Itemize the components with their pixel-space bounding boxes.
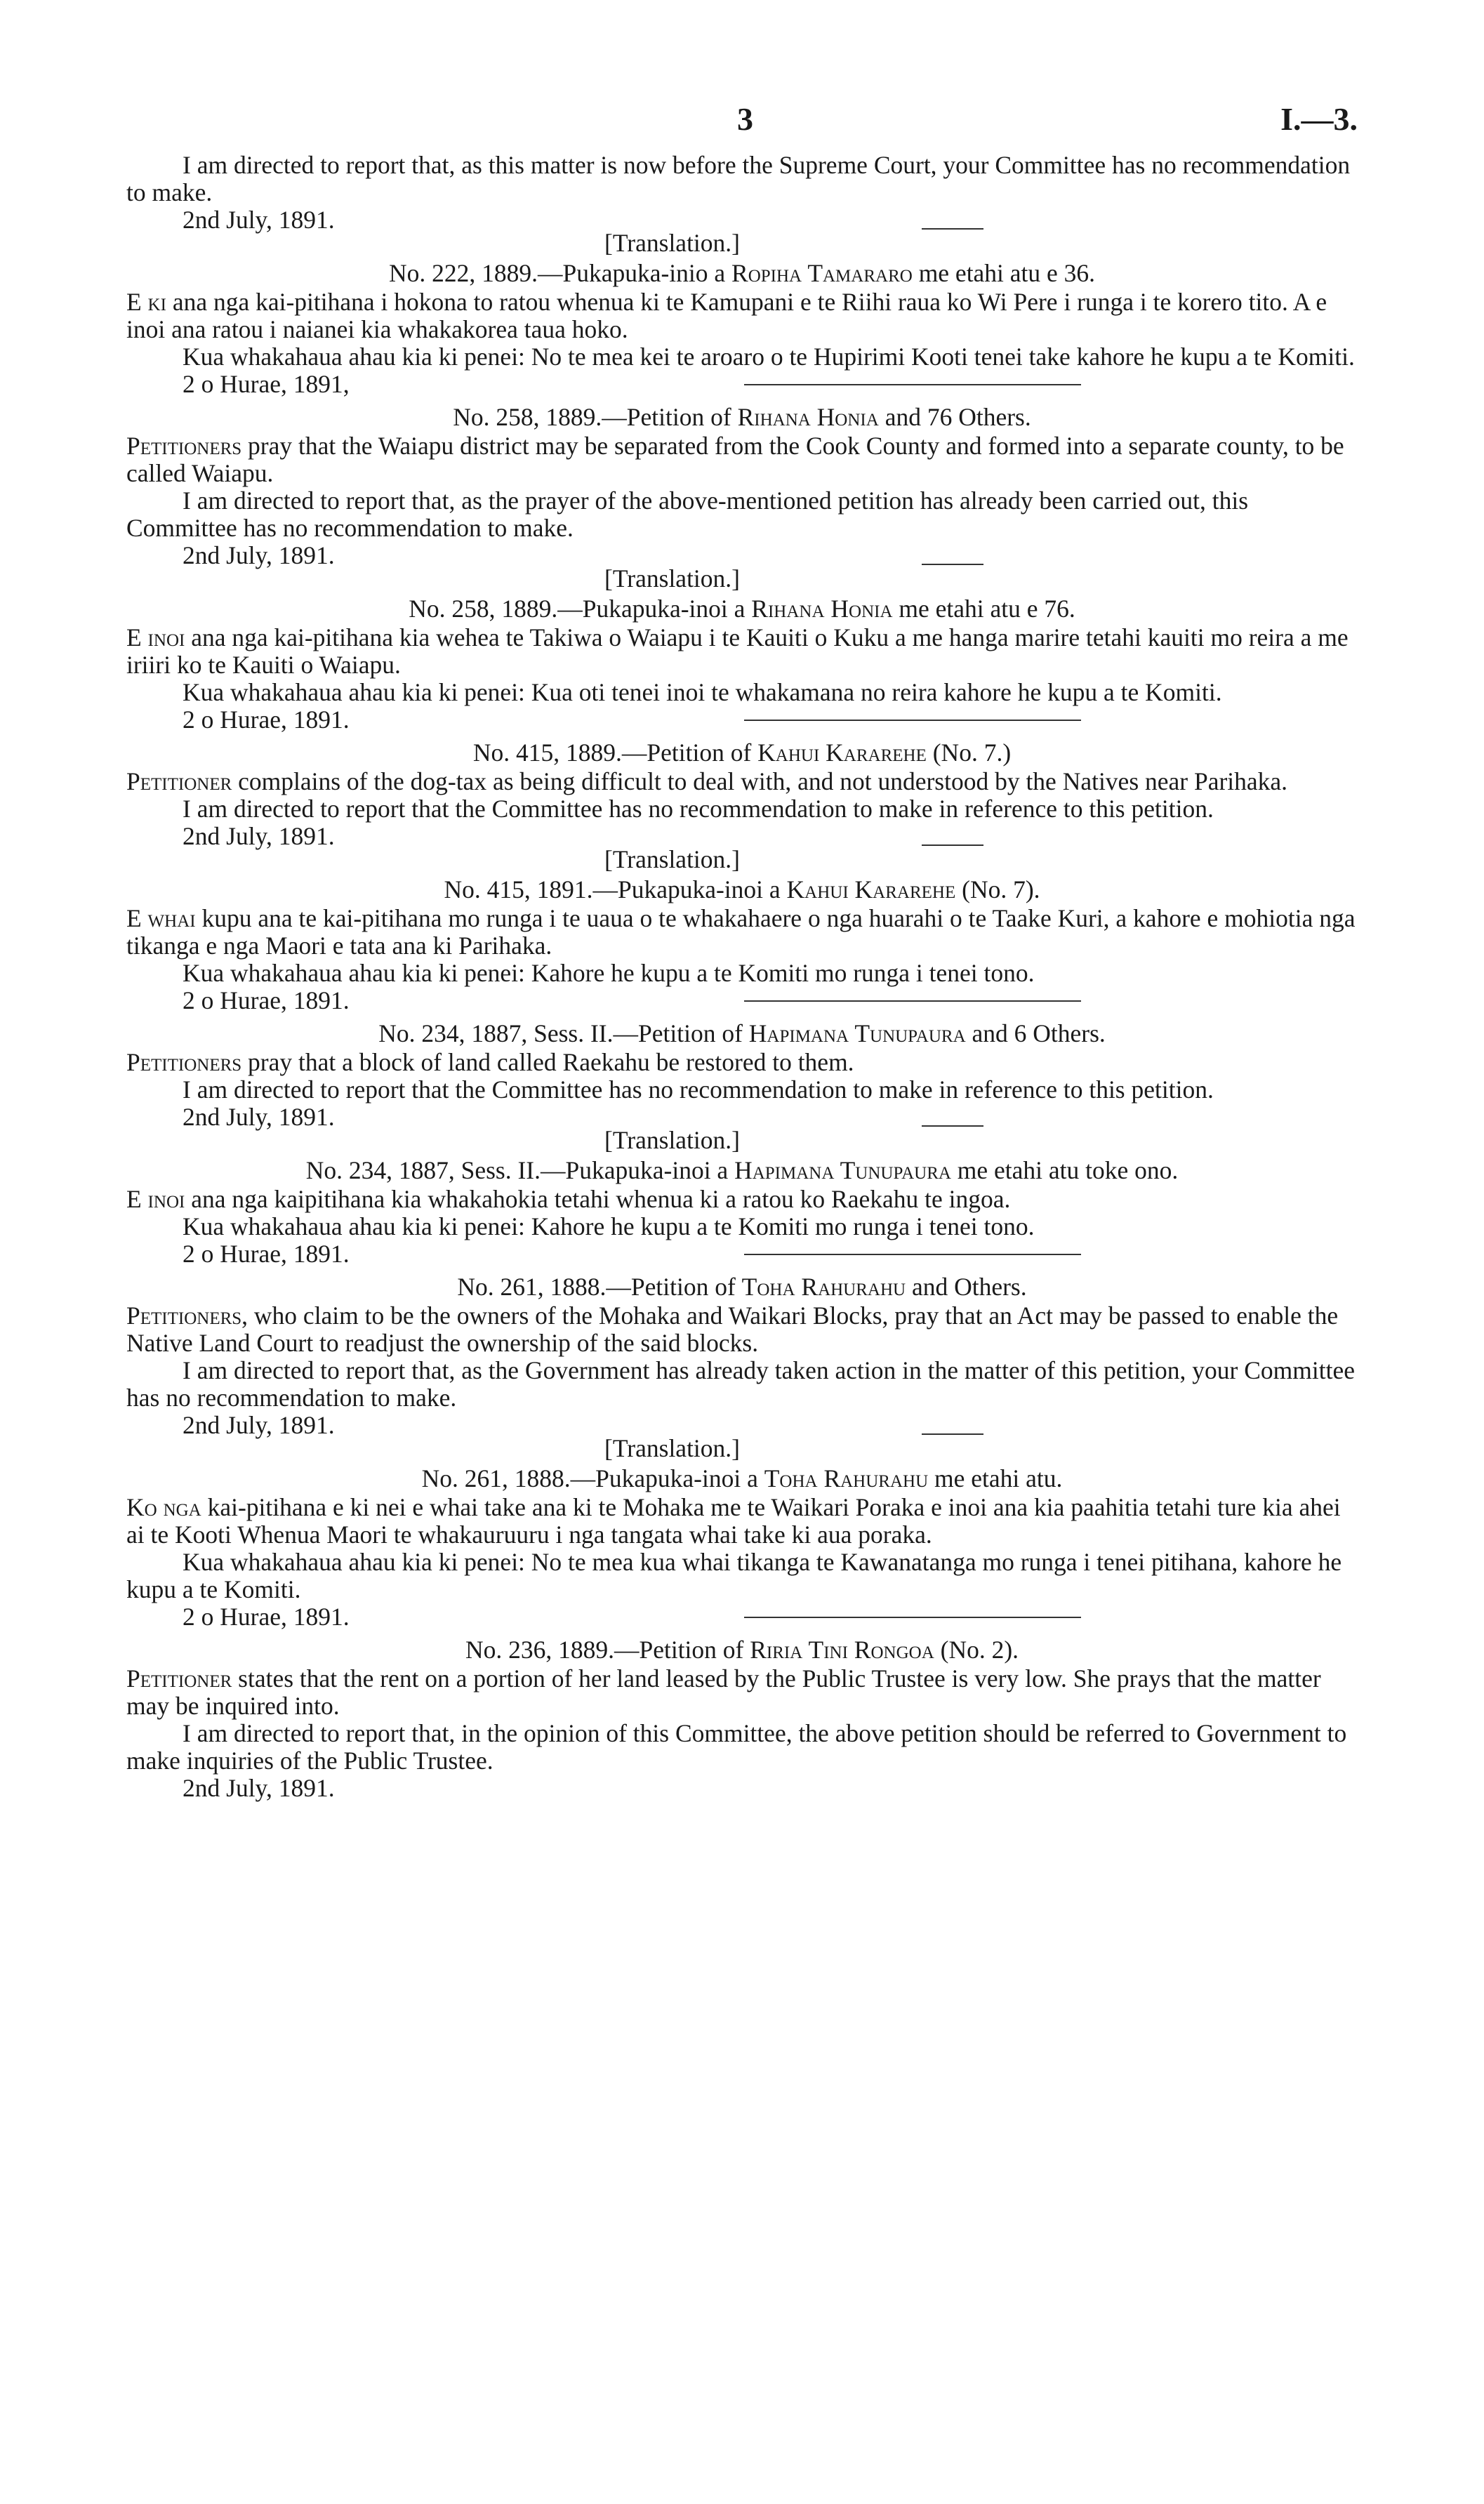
body-first-word: Petitioners <box>126 432 242 460</box>
translation-label: [Translation.] <box>604 564 740 592</box>
petition-heading <box>126 1273 1358 1301</box>
petition-section <box>126 1433 1358 1631</box>
petition-heading <box>126 1465 1358 1492</box>
report-paragraph: I am directed to report that, as the Government has already taken action in the matter of this petition, your Committee has no recommendation to make. <box>126 1356 1355 1412</box>
petitioner-name: Rihana Honia <box>737 403 879 431</box>
body-first-word: E ki <box>126 288 166 316</box>
report-paragraph: I am directed to report that the Committee has no recommendation to make in reference to this petition. <box>183 795 1214 823</box>
heading-number: No. 234, 1887, Sess. II.—Petition of <box>378 1019 749 1047</box>
body-first-word: E whai <box>126 904 196 932</box>
short-rule <box>922 844 983 846</box>
body-text: kupu ana te kai-pitihana mo runga i te uaua o te whakahaere o nga huarahi o te Taake Kuri, a kahore e mohiotia nga tikanga e nga Maori e tata ana ki Parihaka. <box>126 904 1356 960</box>
section-date: 2 o Hurae, 1891. <box>183 986 350 1014</box>
report-paragraph: Kua whakahaua ahau kia ki penei: Kahore he kupu a te Komiti mo runga i tenei tono. <box>183 1212 1035 1240</box>
heading-number: No. 258, 1889.—Petition of <box>453 403 738 431</box>
section-divider <box>744 384 1081 385</box>
body-text: , who claim to be the owners of the Mohaka and Waikari Blocks, pray that an Act may be passed to enable the Native Land Court to readjust the ownership of the said blocks. <box>126 1301 1339 1357</box>
section-divider <box>744 1000 1081 1002</box>
body-first-word: Petitioner <box>126 1664 232 1692</box>
petitioner-name: Hapimana Tunupaura <box>748 1019 966 1047</box>
heading-suffix: and Others. <box>906 1273 1027 1301</box>
heading-suffix: (No. 7). <box>955 875 1040 903</box>
petition-heading <box>126 876 1358 903</box>
petition-section <box>126 228 1358 398</box>
body-first-word: E inoi <box>126 623 185 651</box>
petition-body <box>126 432 1358 487</box>
petition-sections <box>126 228 1358 1802</box>
section-date: 2 o Hurae, 1891, <box>183 370 350 398</box>
petition-section <box>126 1125 1358 1268</box>
body-text: ana nga kai-pitihana i hokona to ratou whenua ki te Kamupani e te Riihi raua ko Wi Pere i runga i te korero tito. A e inoi ana ratou i naianei kia whakakorea taua hoko. <box>126 288 1327 343</box>
section-date: 2 o Hurae, 1891. <box>183 1603 350 1631</box>
body-first-word: Petitioners <box>126 1048 242 1076</box>
translation-label: [Translation.] <box>604 1434 740 1462</box>
petitioner-name: Ropiha Tamararo <box>731 259 913 287</box>
petitioner-name: Toha Rahurahu <box>741 1273 906 1301</box>
report-paragraph: Kua whakahaua ahau kia ki penei: Kua oti tenei inoi te whakamana no reira kahore he kupu a te Komiti. <box>183 678 1222 706</box>
page-number: 3 <box>737 101 753 137</box>
body-text: ana nga kaipitihana kia whakahokia tetahi whenua ki a ratou ko Raekahu te ingoa. <box>185 1185 1011 1213</box>
petition-heading <box>126 1020 1358 1047</box>
report-paragraph: I am directed to report that the Committee has no recommendation to make in reference to this petition. <box>183 1075 1214 1104</box>
section-date: 2nd July, 1891. <box>183 822 335 850</box>
petition-body <box>126 905 1358 960</box>
translation-label: [Translation.] <box>604 1126 740 1154</box>
heading-suffix: me etahi atu e 76. <box>892 595 1075 623</box>
petitioner-name: Rihana Honia <box>751 595 893 623</box>
petition-section <box>126 404 1358 569</box>
petition-heading <box>126 739 1358 767</box>
petition-heading <box>126 1636 1358 1664</box>
section-date: 2nd July, 1891. <box>183 1411 335 1439</box>
petition-body <box>126 1302 1358 1357</box>
heading-suffix: (No. 7.) <box>926 738 1012 767</box>
section-date: 2 o Hurae, 1891. <box>183 706 350 734</box>
heading-number: No. 258, 1889.—Pukapuka-inoi a <box>409 595 752 623</box>
heading-suffix: and 6 Others. <box>965 1019 1106 1047</box>
petition-heading <box>126 595 1358 623</box>
document-reference: I.—3. <box>1280 101 1358 137</box>
body-first-word: Ko nga <box>126 1493 201 1521</box>
intro-paragraph: I am directed to report that, as this matter is now before the Supreme Court, your Committee has no recommendation to make. <box>126 151 1351 206</box>
body-text: complains of the dog-tax as being difficult to deal with, and not understood by the Natives near Parihaka. <box>232 767 1288 795</box>
petitioner-name: Hapimana Tunupaura <box>734 1156 951 1184</box>
body-text: pray that a block of land called Raekahu be restored to them. <box>241 1048 854 1076</box>
petition-heading <box>126 404 1358 431</box>
heading-suffix: and 76 Others. <box>878 403 1031 431</box>
body-text: states that the rent on a portion of her land leased by the Public Trustee is very low. She prays that the matter may be inquired into. <box>126 1664 1321 1720</box>
report-paragraph: Kua whakahaua ahau kia ki penei: No te mea kua whai tikanga te Kawanatanga mo runga i tenei pitihana, kahore he kupu a te Komiti. <box>126 1548 1342 1603</box>
petition-body <box>126 624 1358 679</box>
section-date: 2nd July, 1891. <box>183 1774 335 1802</box>
section-divider <box>744 1617 1081 1618</box>
heading-suffix: me etahi atu toke ono. <box>950 1156 1179 1184</box>
intro-date: 2nd July, 1891. <box>183 206 335 234</box>
heading-suffix: me etahi atu. <box>928 1464 1063 1492</box>
report-paragraph: I am directed to report that, as the prayer of the above-mentioned petition has already been carried out, this Committee has no recommendation to make. <box>126 486 1249 542</box>
page-header <box>126 101 1358 152</box>
petition-body <box>126 1665 1358 1720</box>
section-date: 2 o Hurae, 1891. <box>183 1240 350 1268</box>
petition-section <box>126 844 1358 1014</box>
body-text: ana nga kai-pitihana kia wehea te Takiwa o Waiapu i te Kauiti o Kuku a me hanga marire tetahi kauiti mo reira a me iriiri ko te Kauiti o Waiapu. <box>126 623 1349 679</box>
short-rule <box>922 228 983 230</box>
translation-label: [Translation.] <box>604 845 740 873</box>
petition-body <box>126 1186 1358 1213</box>
intro-section <box>126 152 1358 234</box>
section-divider <box>744 1254 1081 1255</box>
heading-number: No. 234, 1887, Sess. II.—Pukapuka-inoi a <box>305 1156 735 1184</box>
petition-body <box>126 289 1358 343</box>
heading-number: No. 261, 1888.—Pukapuka-inoi a <box>421 1464 764 1492</box>
petition-section <box>126 1273 1358 1439</box>
petition-section <box>126 1020 1358 1131</box>
report-paragraph: Kua whakahaua ahau kia ki penei: No te mea kei te aroaro o te Hupirimi Kooti tenei take kahore he kupu a te Komiti. <box>183 343 1355 371</box>
section-divider <box>744 720 1081 721</box>
body-text: pray that the Waiapu district may be separated from the Cook County and formed into a separate county, to be called Waiapu. <box>126 432 1344 487</box>
body-first-word: Petitioners <box>126 1301 242 1330</box>
section-date: 2nd July, 1891. <box>183 1103 335 1131</box>
body-text: kai-pitihana e ki nei e whai take ana ki te Mohaka me te Waikari Poraka e inoi ana kia paahitia tetahi ture kia ahei ai te Kooti Whenua Maori te whakauruuru i nga tangata whai take ki aua poraka. <box>126 1493 1341 1549</box>
short-rule <box>922 564 983 565</box>
petition-body <box>126 768 1358 795</box>
body-first-word: Petitioner <box>126 767 232 795</box>
section-date: 2nd July, 1891. <box>183 541 335 569</box>
petitioner-name: Riria Tini Rongoa <box>750 1636 934 1664</box>
petition-body <box>126 1049 1358 1076</box>
petitioner-name: Kahui Kararehe <box>786 875 956 903</box>
translation-label: [Translation.] <box>604 229 740 257</box>
petition-section <box>126 739 1358 850</box>
short-rule <box>922 1433 983 1435</box>
heading-number: No. 222, 1889.—Pukapuka-inio a <box>388 259 732 287</box>
heading-number: No. 415, 1889.—Petition of <box>472 738 758 767</box>
body-first-word: E inoi <box>126 1185 185 1213</box>
heading-number: No. 415, 1891.—Pukapuka-inoi a <box>444 875 787 903</box>
petition-heading <box>126 1157 1358 1184</box>
report-paragraph: Kua whakahaua ahau kia ki penei: Kahore he kupu a te Komiti mo runga i tenei tono. <box>183 959 1035 987</box>
heading-number: No. 261, 1888.—Petition of <box>457 1273 742 1301</box>
petition-heading <box>126 260 1358 287</box>
petitioner-name: Kahui Kararehe <box>757 738 927 767</box>
petitioner-name: Toha Rahurahu <box>764 1464 929 1492</box>
heading-suffix: me etahi atu e 36. <box>912 259 1096 287</box>
petition-body <box>126 1494 1358 1549</box>
heading-number: No. 236, 1889.—Petition of <box>465 1636 750 1664</box>
heading-suffix: (No. 2). <box>934 1636 1019 1664</box>
report-paragraph: I am directed to report that, in the opinion of this Committee, the above petition should be referred to Government to make inquiries of the Public Trustee. <box>126 1719 1347 1775</box>
petition-section <box>126 564 1358 734</box>
petition-section <box>126 1636 1358 1802</box>
short-rule <box>922 1125 983 1127</box>
